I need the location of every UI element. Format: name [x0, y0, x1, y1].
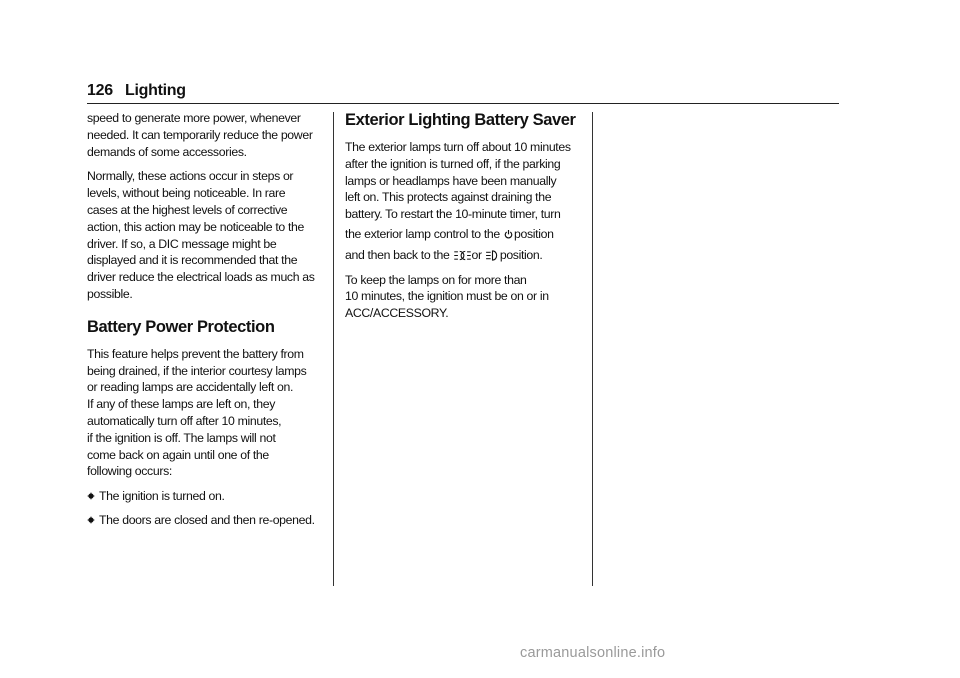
bullet-icon	[87, 492, 95, 500]
text-line-with-icon	[345, 247, 581, 264]
text-line: lamps or headlamps have been manually	[345, 173, 557, 188]
text-line: Normally, these actions occur in steps or	[87, 169, 294, 184]
section-name: Lighting	[125, 82, 186, 99]
text-line: driver. If so, a DIC message might be	[87, 236, 277, 251]
list-item-text: The ignition is turned on.	[99, 489, 225, 504]
text-line: This feature helps prevent the battery from	[87, 346, 304, 361]
text-line: If any of these lamps are left on, they	[87, 397, 275, 412]
text-line: after the ignition is turned off, if the parking	[345, 156, 561, 171]
text-line: left on. This protects against draining the	[345, 190, 552, 205]
column-divider-right	[592, 112, 593, 586]
text-line: 10 minutes, the ignition must be on or in	[345, 289, 549, 304]
text-line: levels, without being noticeable. In rare	[87, 186, 286, 201]
text-line: come back on again until one of the	[87, 447, 269, 462]
text-line: ACC/ACCESSORY.	[345, 306, 449, 321]
text-fragment: position	[513, 226, 554, 241]
list-item-text: The doors are closed and then re-opened.	[99, 512, 315, 527]
text-fragment: and then back to the	[345, 247, 453, 262]
text-line: following occurs:	[87, 464, 172, 479]
text-line: speed to generate more power, whenever	[87, 111, 301, 125]
middle-column	[345, 110, 581, 330]
normally-paragraph	[87, 168, 321, 302]
header-rule	[87, 103, 839, 104]
keep-lamps-paragraph	[345, 272, 581, 322]
battery-protection-paragraph	[87, 346, 321, 480]
text-line: action, this action may be noticeable to the	[87, 219, 305, 234]
exterior-lighting-battery-saver-heading: Exterior Lighting Battery Saver	[345, 111, 576, 129]
text-line: needed. It can temporarily reduce the power	[87, 127, 313, 142]
text-line-with-icon	[345, 226, 581, 243]
text-line: The exterior lamps turn off about 10 minutes	[345, 140, 571, 154]
text-line: being drained, if the interior courtesy lamps	[87, 363, 307, 378]
text-line: if the ignition is off. The lamps will not	[87, 430, 276, 445]
left-column	[87, 110, 321, 536]
text-fragment: or	[471, 247, 485, 262]
text-line: or reading lamps are accidentally left on.	[87, 380, 294, 395]
column-divider-left	[333, 112, 334, 586]
text-line: To keep the lamps on for more than	[345, 272, 527, 287]
text-line: demands of some accessories.	[87, 144, 247, 159]
bullet-icon	[87, 516, 95, 524]
text-line: driver reduce the electrical loads as much as	[87, 270, 315, 285]
battery-saver-paragraph	[345, 139, 581, 264]
intro-paragraph	[87, 110, 321, 160]
text-fragment: the exterior lamp control to the	[345, 226, 503, 241]
text-line: cases at the highest levels of corrective	[87, 202, 288, 217]
page-header	[87, 82, 839, 104]
watermark: carmanualsonline.info	[520, 645, 666, 661]
parking-lamp-icon	[454, 250, 471, 261]
text-line: displayed and it is recommended that the	[87, 253, 298, 268]
condition-list	[87, 488, 321, 529]
headlamp-icon	[486, 250, 499, 261]
text-fragment: position.	[499, 247, 543, 262]
text-line: possible.	[87, 286, 133, 301]
page-number: 126	[87, 82, 113, 99]
text-line: battery. To restart the 10-minute timer, turn	[345, 207, 561, 222]
text-line: automatically turn off after 10 minutes,	[87, 413, 282, 428]
list-item	[87, 488, 321, 505]
battery-power-protection-heading: Battery Power Protection	[87, 317, 275, 336]
list-item	[87, 512, 321, 529]
power-off-icon	[504, 229, 513, 240]
